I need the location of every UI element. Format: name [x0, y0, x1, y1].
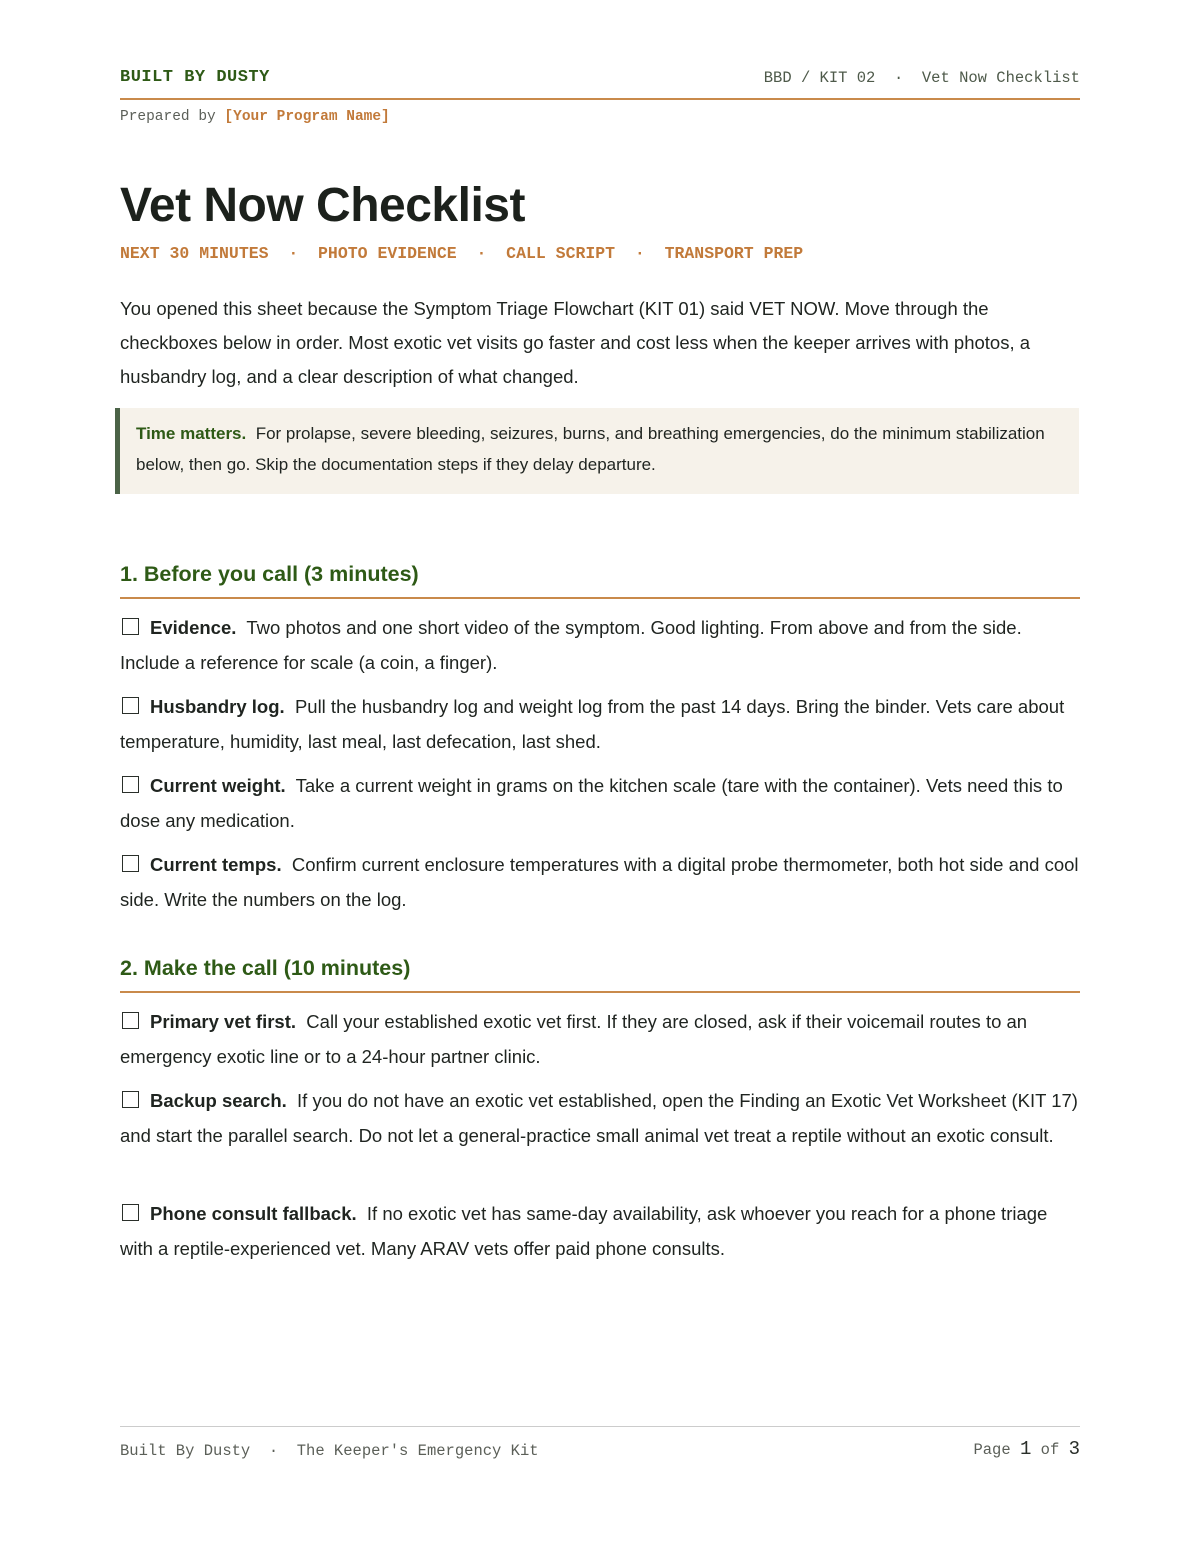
checklist-item-primary-vet: [120, 1005, 1080, 1074]
program-name-placeholder: [Your Program Name]: [224, 109, 390, 125]
page-of-word: of: [1031, 1441, 1069, 1459]
item-label: Current weight.: [150, 775, 286, 796]
checkbox[interactable]: [122, 618, 139, 635]
page-total: 3: [1068, 1438, 1080, 1460]
checklist-item-current-weight: [120, 769, 1080, 838]
page-number: [973, 1438, 1080, 1460]
prepared-by-line: [120, 109, 390, 125]
item-text: Two photos and one short video of the symptom. Good lighting. From above and from the side. Include a reference for scale (a coin, a finger).: [120, 617, 1022, 673]
item-label: Primary vet first.: [150, 1011, 297, 1032]
page-word: Page: [973, 1441, 1020, 1459]
brand-name: BUILT BY DUSTY: [120, 68, 270, 87]
checklist-item-backup-search: [120, 1084, 1080, 1153]
checkbox[interactable]: [122, 1012, 139, 1029]
item-label: Husbandry log.: [150, 696, 285, 717]
page-subtitle: NEXT 30 MINUTES · PHOTO EVIDENCE · CALL SCRIPT · TRANSPORT PREP: [120, 244, 804, 263]
section-heading-before-call: 1. Before you call (3 minutes): [120, 559, 1080, 599]
checkbox[interactable]: [122, 776, 139, 793]
item-text: Confirm current enclosure temperatures with a digital probe thermometer, both hot side and cool side. Write the numbers on the log.: [120, 854, 1079, 910]
item-label: Current temps.: [150, 854, 282, 875]
page-current: 1: [1019, 1438, 1032, 1460]
checklist-item-current-temps: [120, 848, 1080, 917]
page-footer: [120, 1426, 1080, 1460]
kit-identifier: BBD / KIT 02 · Vet Now Checklist: [763, 69, 1080, 87]
item-text: Pull the husbandry log and weight log from the past 14 days. Bring the binder. Vets care about temperature, humidity, last meal, last defecation, last shed.: [120, 696, 1065, 752]
checklist-item-evidence: [120, 611, 1080, 680]
checklist-item-husbandry-log: [120, 690, 1080, 759]
checkbox[interactable]: [122, 1091, 139, 1108]
callout-lead: Time matters.: [136, 424, 247, 443]
item-text: Call your established exotic vet first. If they are closed, ask if their voicemail routes to an emergency exotic line or to a 24-hour partner clinic.: [120, 1011, 1028, 1067]
item-label: Backup search.: [150, 1090, 287, 1111]
callout-text: For prolapse, severe bleeding, seizures, burns, and breathing emergencies, do the minimum stabilization below, then go. Skip the documentation steps if they delay departure.: [136, 424, 1045, 474]
item-label: Evidence.: [150, 617, 237, 638]
item-text: If no exotic vet has same-day availability, ask whoever you reach for a phone triage with a reptile-experienced vet. Many ARAV vets offer paid phone consults.: [120, 1203, 1048, 1259]
page-title: Vet Now Checklist: [120, 179, 525, 232]
page-header: [120, 68, 1080, 100]
checkbox[interactable]: [122, 1204, 139, 1221]
footer-kit-name: Built By Dusty · The Keeper's Emergency Kit: [120, 1442, 539, 1460]
item-text: If you do not have an exotic vet established, open the Finding an Exotic Vet Worksheet (KIT 17) and start the parallel search. Do not let a general-practice small animal vet treat a reptile without an exotic consult.: [120, 1090, 1078, 1146]
intro-paragraph: You opened this sheet because the Symptom Triage Flowchart (KIT 01) said VET NOW. Move through the checkboxes below in order. Most exotic vet visits go faster and cost less when the keeper arrives with photos, a husbandry log, and a clear description of what changed.: [120, 298, 1031, 387]
time-matters-callout: [115, 408, 1079, 494]
section-heading-make-call: 2. Make the call (10 minutes): [120, 953, 1080, 993]
prepared-by-label: Prepared by: [120, 109, 225, 125]
checkbox[interactable]: [122, 855, 139, 872]
checklist-item-phone-consult: [120, 1197, 1080, 1266]
item-label: Phone consult fallback.: [150, 1203, 357, 1224]
item-text: Take a current weight in grams on the kitchen scale (tare with the container). Vets need this to dose any medication.: [120, 775, 1063, 831]
checkbox[interactable]: [122, 697, 139, 714]
